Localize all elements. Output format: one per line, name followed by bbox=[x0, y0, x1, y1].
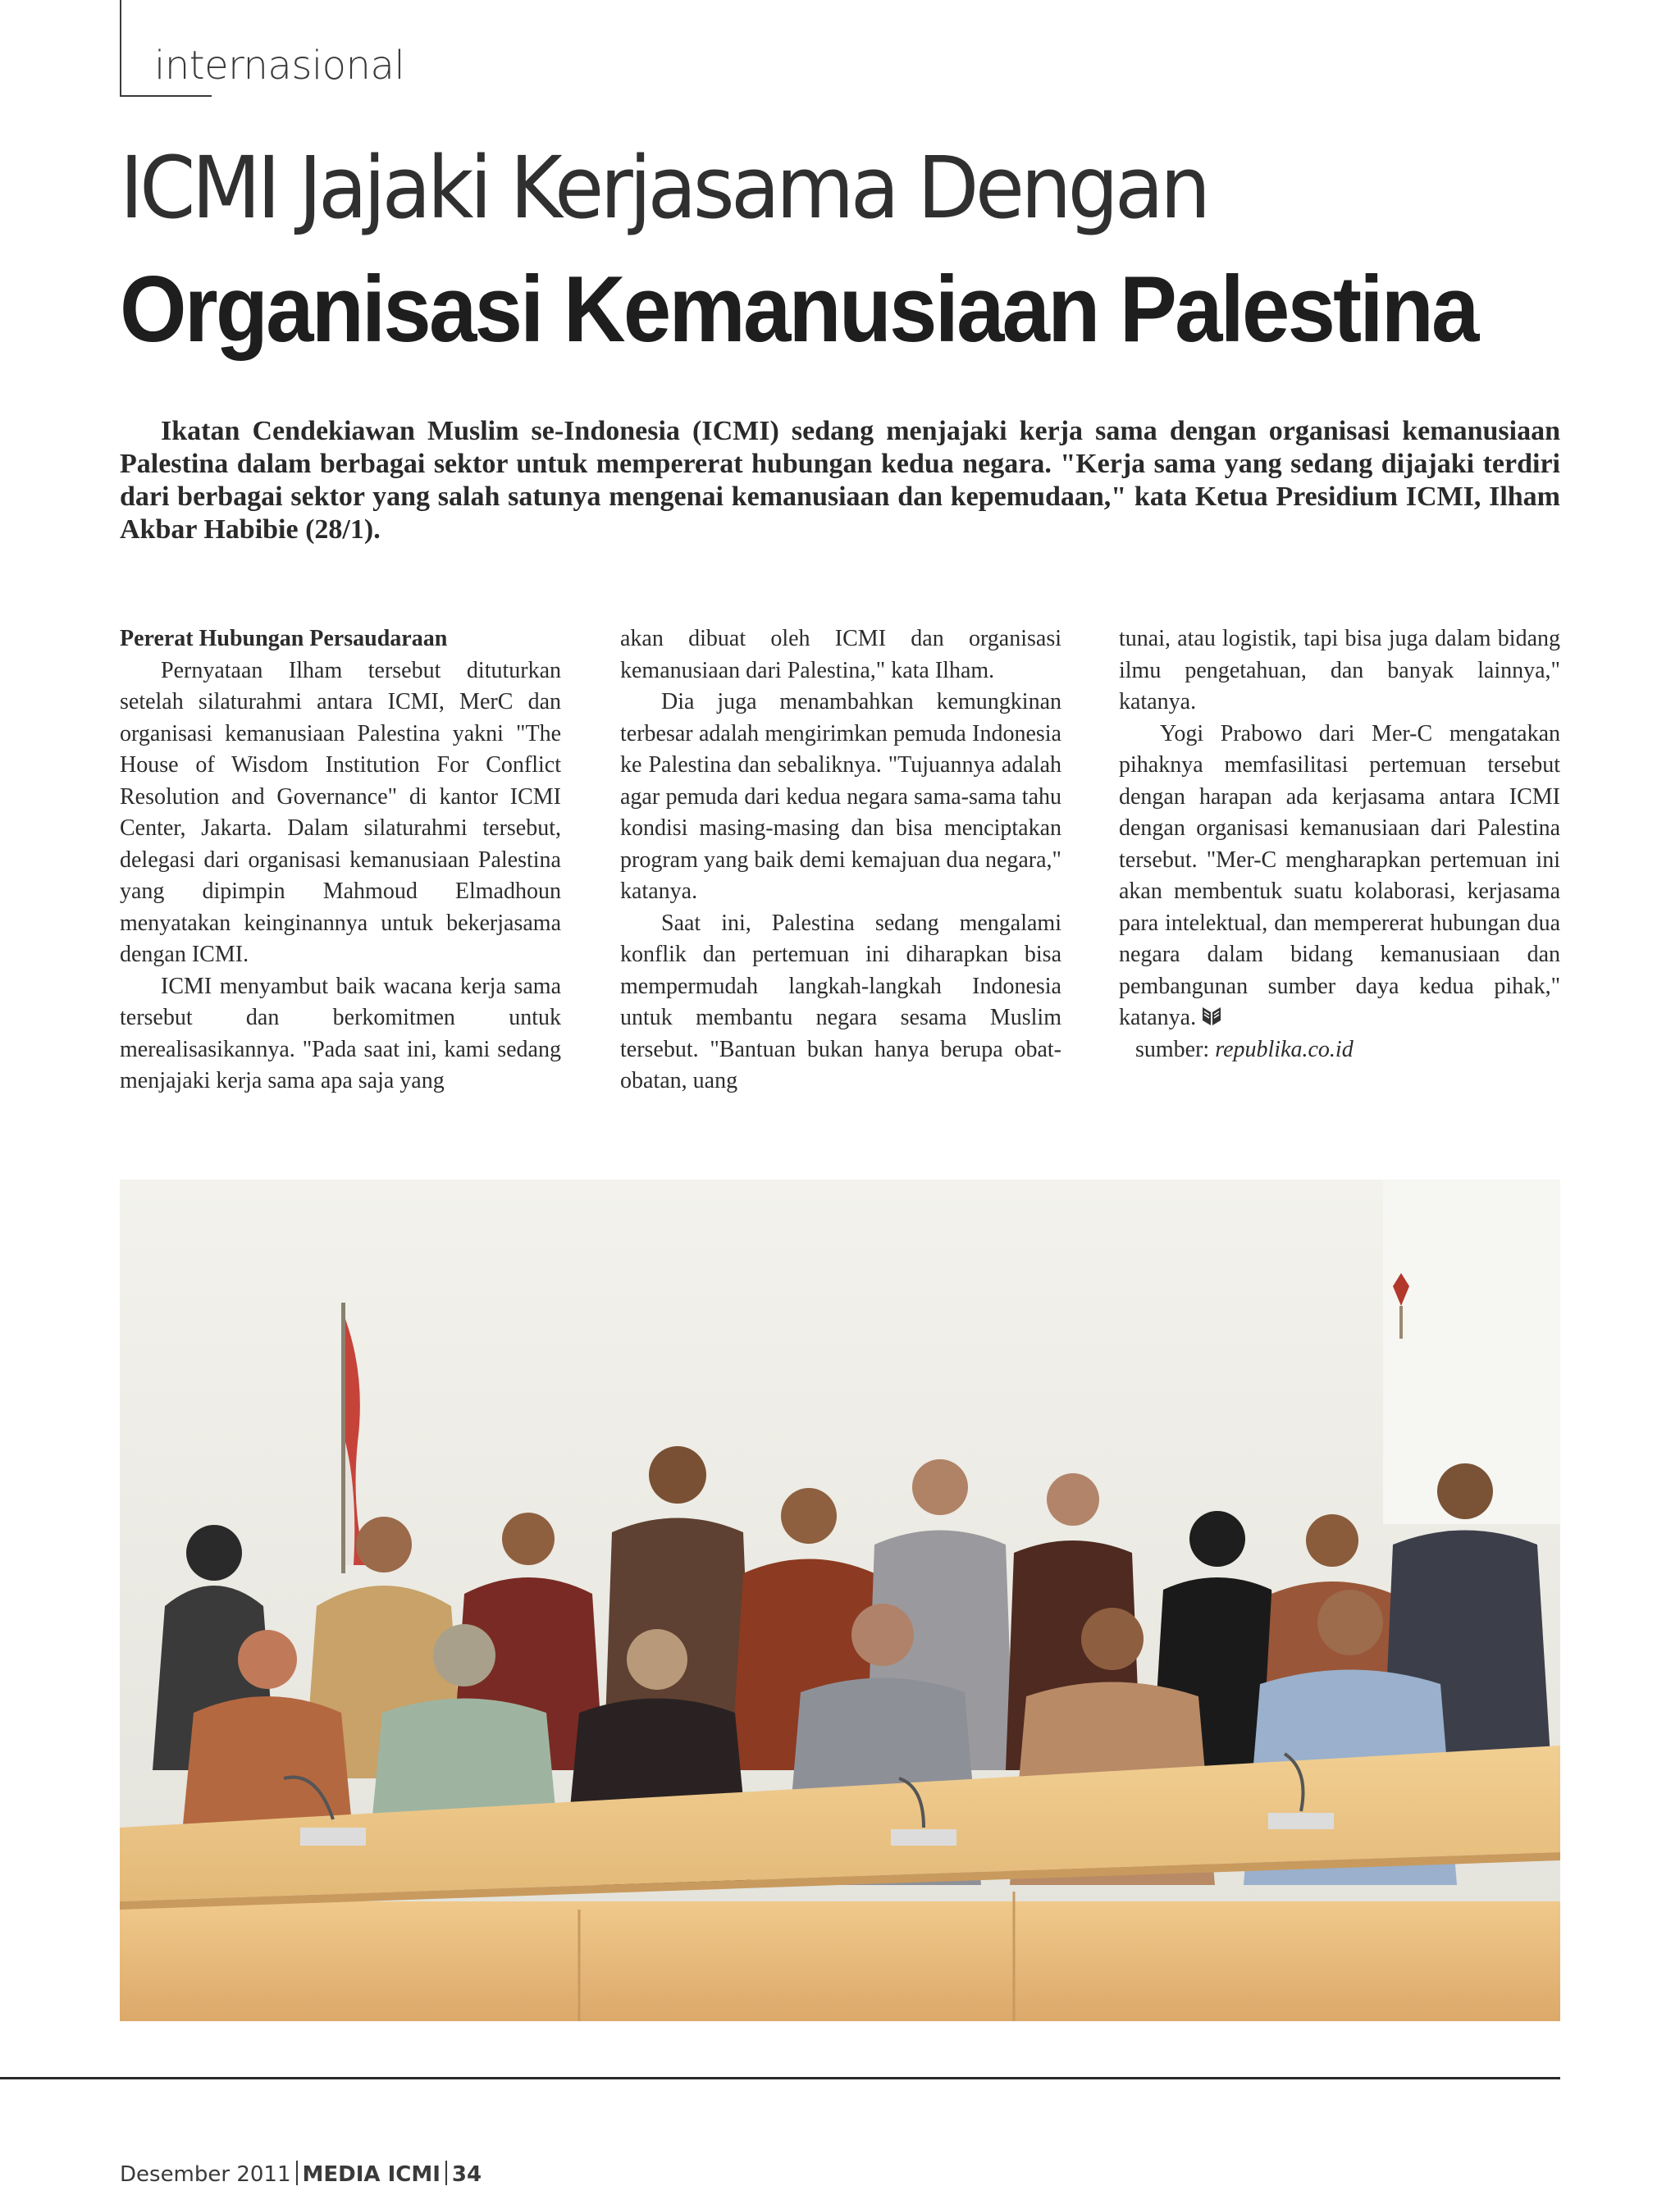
article-column-2 bbox=[620, 623, 1061, 1098]
section-rule-vertical bbox=[120, 0, 121, 97]
source-credit bbox=[1119, 1034, 1560, 1066]
paragraph: akan dibuat oleh ICMI dan organisasi kemanusiaan dari Palestina," kata Ilham. bbox=[620, 626, 1061, 683]
end-mark-icon bbox=[1201, 1005, 1222, 1028]
footer-magazine: MEDIA ICMI bbox=[302, 2162, 441, 2187]
paragraph: Yogi Prabowo dari Mer-C mengatakan pihaknya memfasilitasi pertemuan tersebut dengan harapan ada kerjasama antara ICMI dengan organisasi kemanusiaan dari Palestina tersebut. "Mer-C mengharapkan pertemuan ini akan membentuk suatu kolaborasi, kerjasama para intelektual, dan mempererat hubungan dua negara dalam bidang kemanusiaan dan pembangunan sumber daya kedua pihak," katanya. bbox=[1119, 720, 1560, 1030]
article-subheading: Pererat Hubungan Persaudaraan bbox=[120, 626, 448, 651]
paragraph: ICMI menyambut baik wacana kerja sama tersebut dan berkomitmen untuk merealisasikannya. "Pada saat ini, kami sedang menjajaki kerja sama apa saja yang bbox=[120, 973, 561, 1093]
footer-rule bbox=[0, 2077, 1560, 2079]
section-rule-horizontal bbox=[120, 95, 212, 97]
headline-line-1: ICMI Jajaki Kerjasama Dengan bbox=[120, 138, 1208, 238]
lead-paragraph: Ikatan Cendekiawan Muslim se-Indonesia (ICMI) sedang menjajaki kerja sama dengan organisasi kemanusiaan Palestina dalam berbagai sektor untuk mempererat hubungan kedua negara. "Kerja sama yang sedang dijajaki terdiri dari berbagai sektor yang salah satunya mengenai kemanusiaan dan kepemudaan," kata Ketua Presidium ICMI, Ilham Akbar Habibie (28/1). bbox=[120, 416, 1560, 545]
paragraph: tunai, atau logistik, tapi bisa juga dalam bidang ilmu pengetahuan, dan banyak lainnya," katanya. bbox=[1119, 626, 1560, 714]
footer-date: Desember 2011 bbox=[120, 2162, 291, 2187]
section-label: internasional bbox=[154, 43, 405, 89]
source-name: republika.co.id bbox=[1215, 1036, 1354, 1062]
paragraph: Pernyataan Ilham tersebut dituturkan setelah silaturahmi antara ICMI, MerC dan organisasi kemanusiaan Palestina yakni "The House of Wisdom Institution For Conflict Resolution and Governance" di kantor ICMI Center, Jakarta. Dalam silaturahmi tersebut, delegasi dari organisasi kemanusiaan Palestina yang dipimpin Mahmoud Elmadhoun menyatakan keinginannya untuk bekerjasama dengan ICMI. bbox=[120, 657, 561, 967]
article-column-3 bbox=[1119, 623, 1560, 1066]
article-column-1 bbox=[120, 623, 561, 1098]
group-photo-illustration bbox=[120, 1180, 1560, 2021]
paragraph: Saat ini, Palestina sedang mengalami konflik dan pertemuan ini diharapkan bisa mempermudah langkah-langkah Indonesia untuk membantu negara sesama Muslim tersebut. "Bantuan bukan hanya berupa obat-obatan, uang bbox=[620, 910, 1061, 1093]
footer-separator bbox=[296, 2161, 298, 2185]
headline-line-2: Organisasi Kemanusiaan Palestina bbox=[120, 258, 1477, 362]
footer-separator bbox=[445, 2161, 447, 2185]
group-photo bbox=[120, 1180, 1560, 2021]
paragraph-with-end-mark bbox=[1119, 719, 1560, 1034]
page-number: 34 bbox=[451, 2162, 482, 2187]
paragraph: Dia juga menambahkan kemungkinan terbesar adalah mengirimkan pemuda Indonesia ke Palestina dan sebaliknya. "Tujuannya adalah agar pemuda dari kedua negara sama-sama tahu kondisi masing-masing dan bisa menciptakan program yang baik demi kemajuan dua negara," katanya. bbox=[620, 689, 1061, 904]
page-footer bbox=[120, 2161, 482, 2187]
source-label: sumber: bbox=[1135, 1036, 1210, 1062]
